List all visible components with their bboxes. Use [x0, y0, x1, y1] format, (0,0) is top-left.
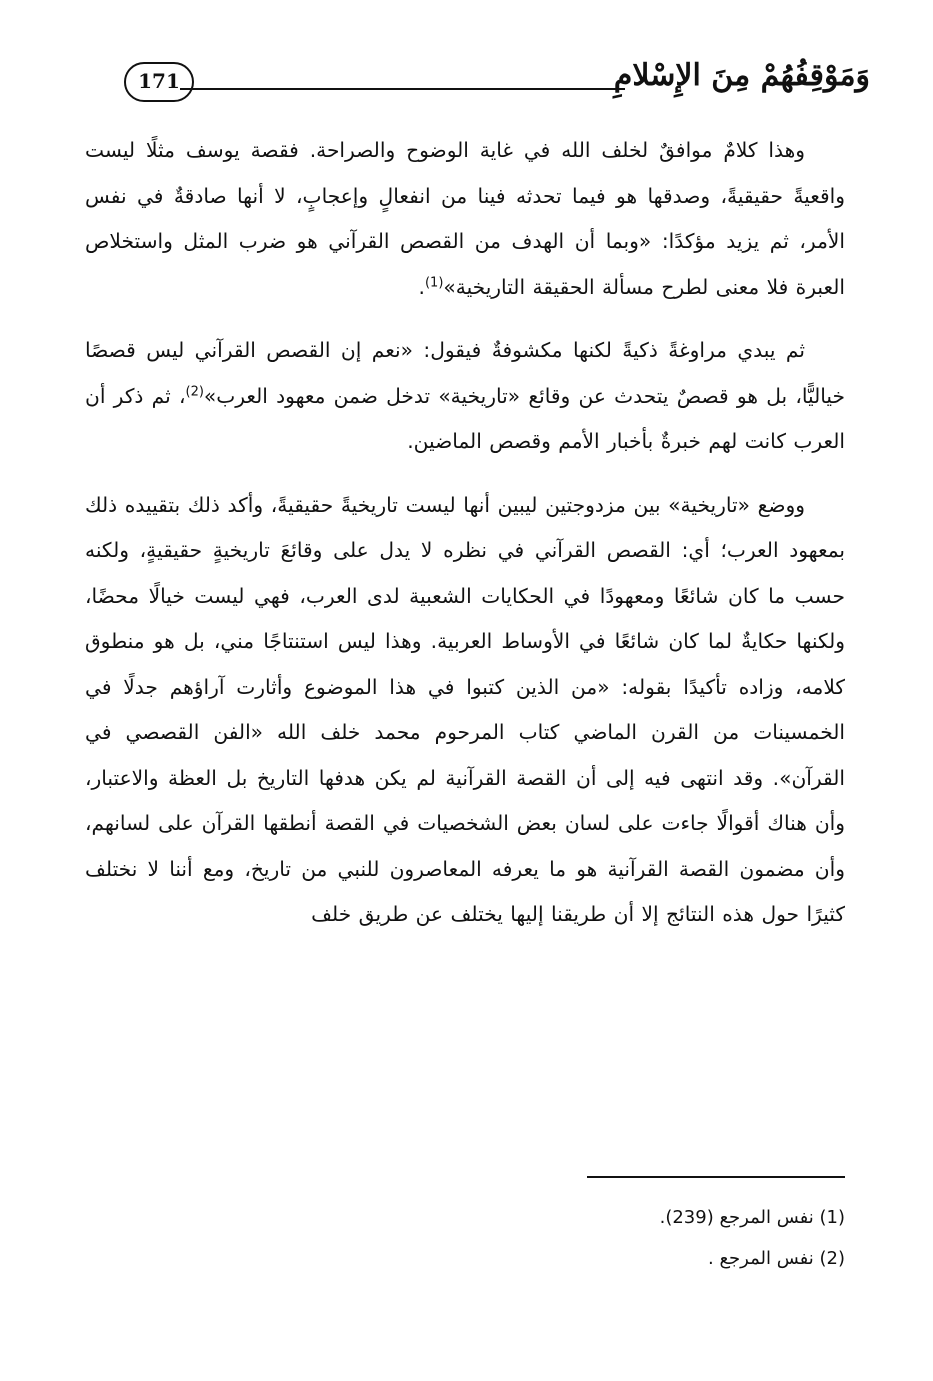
paragraph-3	[85, 483, 845, 938]
paragraph-text-end: ، ثم ذكر أن العرب كانت لهم خبرةٌ بأخبار الأمم وقصص الماضين.	[85, 383, 845, 453]
paragraph-text: وهذا كلامٌ موافقٌ لخلف الله في غاية الوضوح والصراحة. فقصة يوسف مثلًا ليست واقعيةً حقيقيةً، وصدقها هو فيما تحدثه فينا من انفعالٍ وإعجابٍ، لا أنها صادقةٌ في نفس الأمر، ثم يزيد مؤكدًا: «وبما أن الهدف من القصص القرآني هو ضرب المثل واستخلاص العبرة فلا معنى لطرح مسألة الحقيقة التاريخية»	[85, 138, 845, 299]
paragraph-1	[85, 128, 845, 310]
footnote-2: (2) نفس المرجع .	[708, 1248, 845, 1269]
running-title: وَمَوْقِفُهُمْ مِنَ الإِسْلامِ	[613, 58, 870, 93]
header-rule	[180, 88, 625, 90]
footnote-separator	[587, 1176, 845, 1178]
main-text	[85, 128, 845, 938]
page-number: 171	[124, 62, 194, 102]
page-header	[110, 52, 870, 112]
footnote-ref: (2)	[185, 383, 204, 399]
paragraph-text: ثم يبدي مراوغةً ذكيةً لكنها مكشوفةٌ فيقول: «نعم إن القصص القرآني ليس قصصًا خياليًّا، بل هو قصصٌ يتحدث عن وقائع «تاريخية» تدخل ضمن معهود العرب»	[85, 338, 845, 408]
paragraph-text: ووضع «تاريخية» بين مزدوجتين ليبين أنها ليست تاريخيةً حقيقيةً، وأكد ذلك بتقييده ذلك بمعهود العرب؛ أي: القصص القرآني في نظره لا يدل على وقائعَ تاريخيةٍ حقيقيةٍ، ولكنه حسب ما كان شائعًا ومعهودًا في الحكايات الشعبية لدى العرب، فهي ليست خيالًا محضًا، ولكنها حكايةٌ لما كان شائعًا في الأوساط العربية. وهذا ليس استنتاجًا مني، بل هو منطوق كلامه، وزاده تأكيدًا بقوله: «من الذين كتبوا في هذا الموضوع وأثارت آراؤهم جدلًا في الخمسينات من القرن الماضي كتاب المرحوم محمد خلف الله «الفن القصصي في القرآن». وقد انتهى فيه إلى أن القصة القرآنية لم يكن هدفها التاريخ بل العظة والاعتبار، وأن هناك أقوالًا جاءت على لسان بعض الشخصيات في القصة أنطقها القرآن على لسانهم، وأن مضمون القصة القرآنية هو ما يعرفه المعاصرون للنبي من تاريخ، ومع أننا لا نختلف كثيرًا حول هذه النتائج إلا أن طريقنا إليها يختلف عن طريق خلف	[85, 492, 845, 926]
footnotes	[85, 1197, 845, 1279]
footnote-ref: (1)	[424, 274, 444, 290]
paragraph-2	[85, 328, 845, 465]
footnote-1: (1) نفس المرجع (239).	[659, 1207, 845, 1228]
paragraph-text-end: .	[418, 274, 425, 299]
